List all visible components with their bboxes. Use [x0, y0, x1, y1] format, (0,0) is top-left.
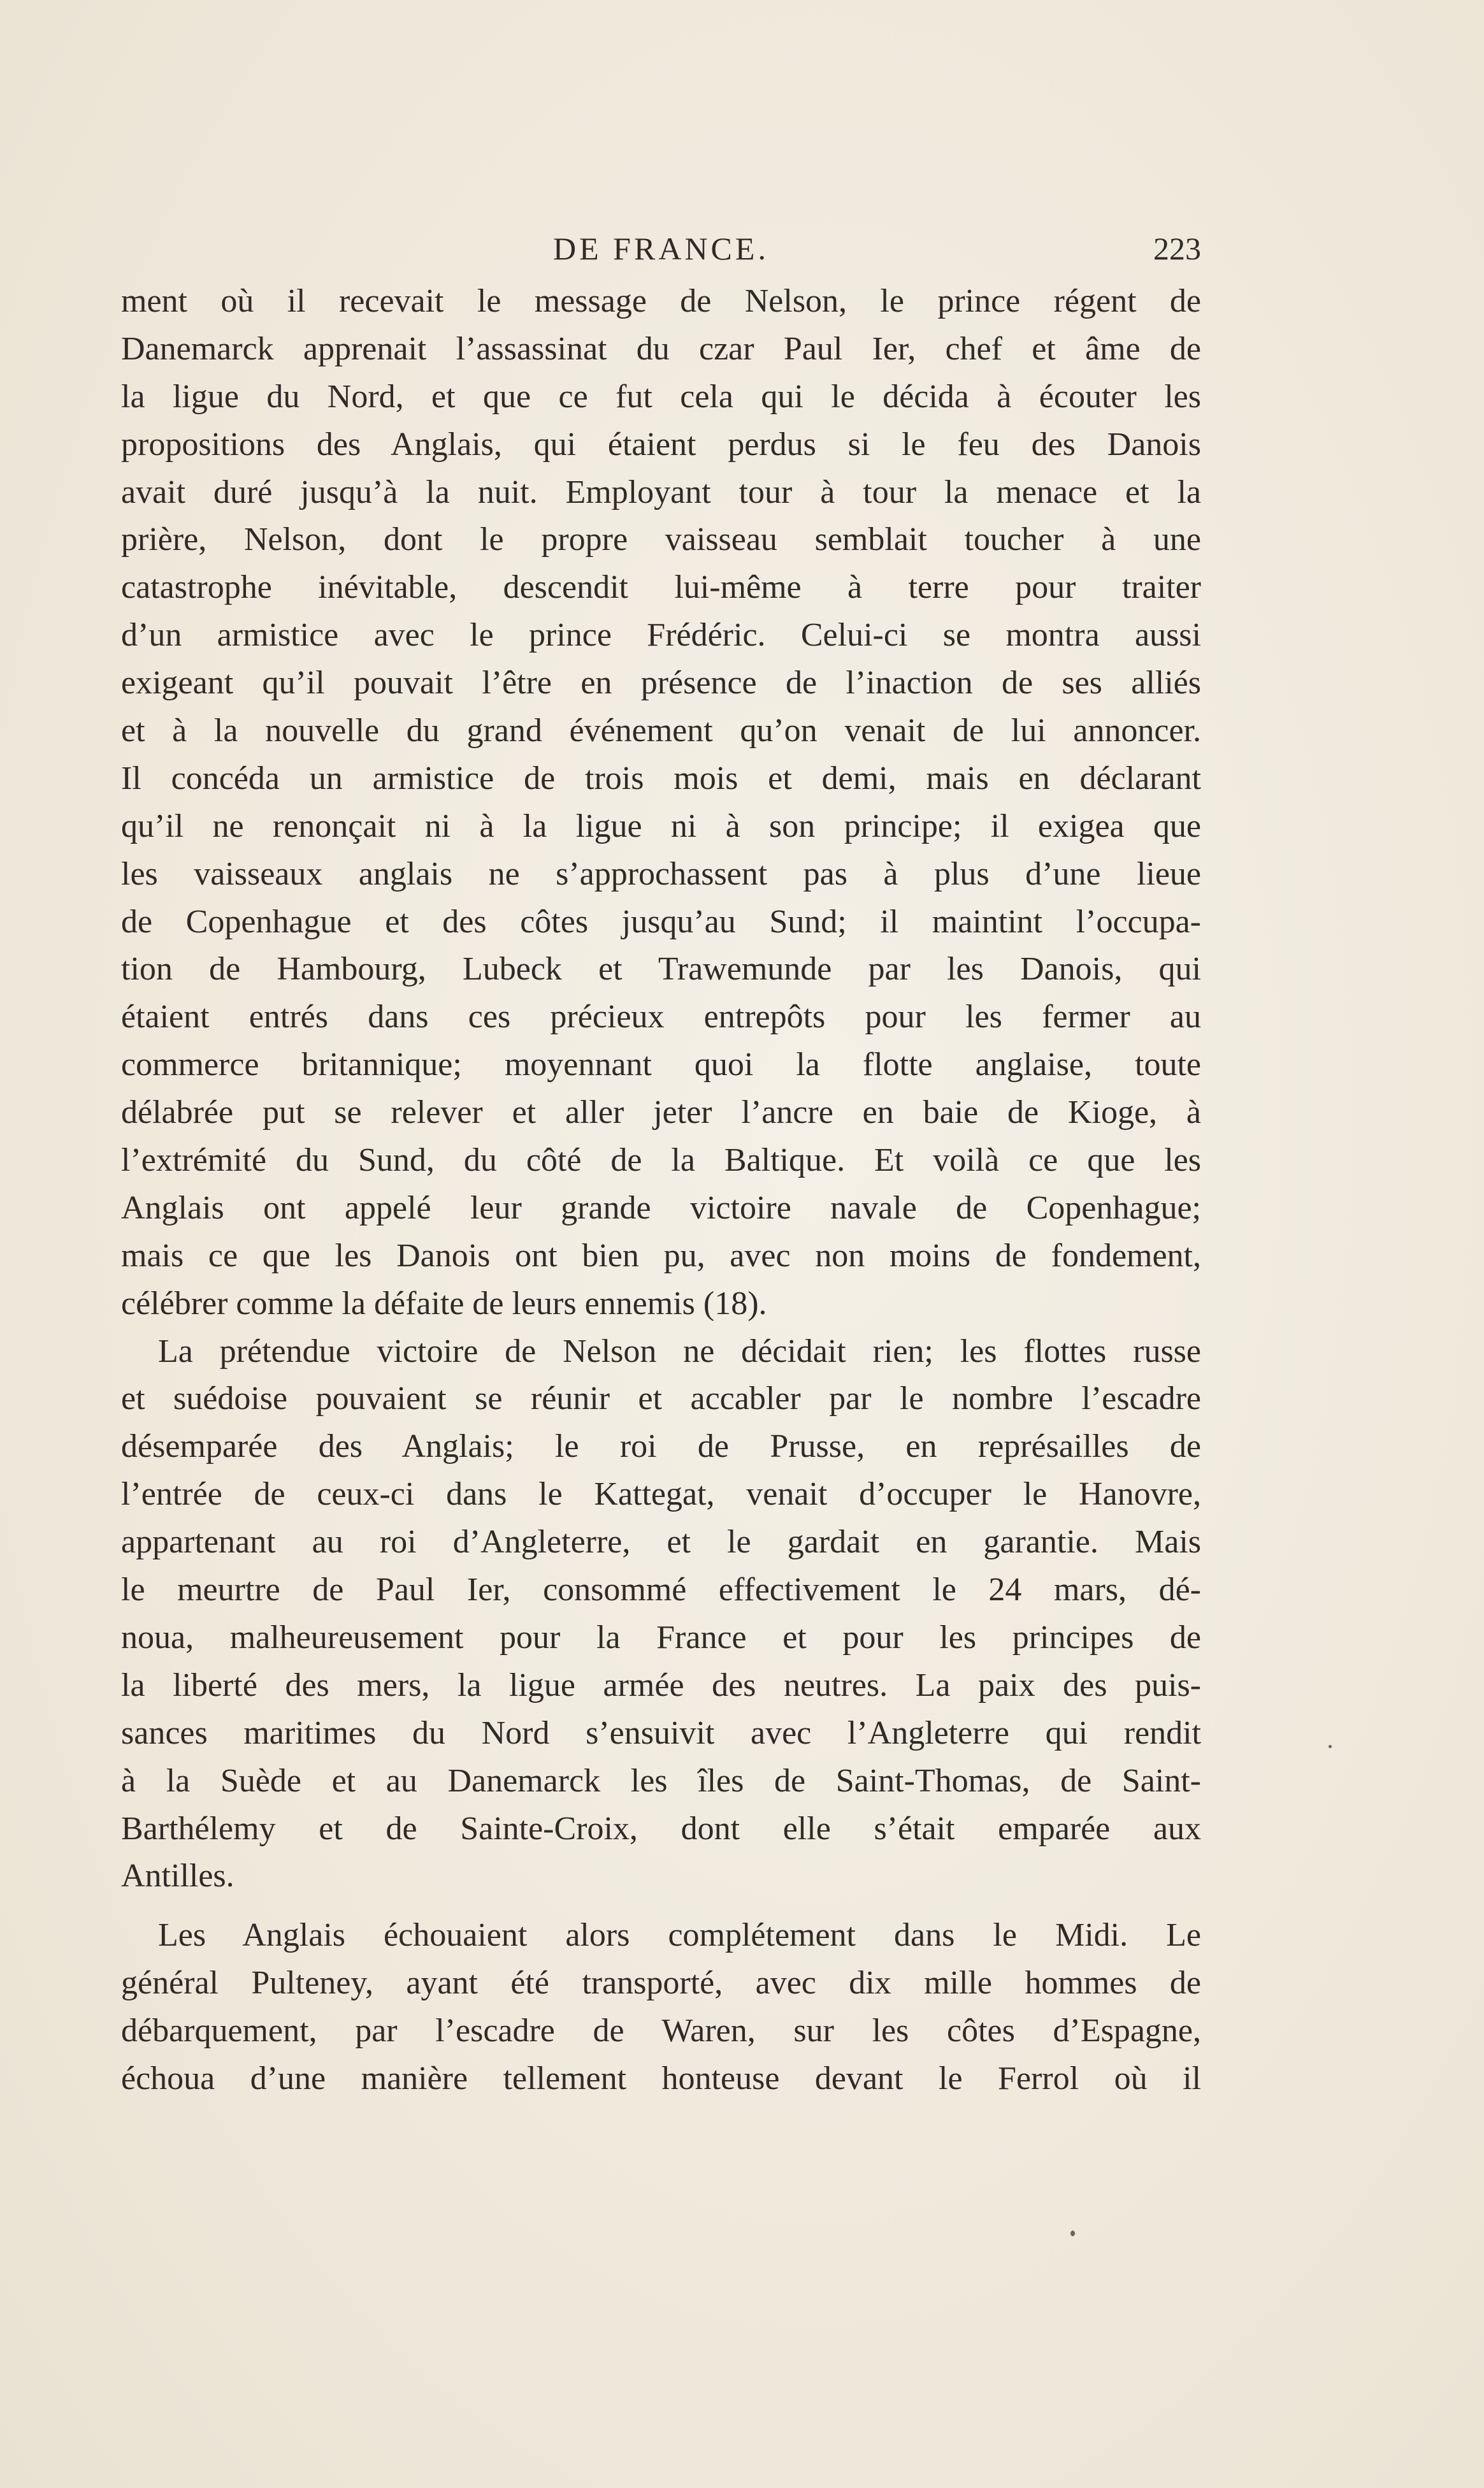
- text-line: les vaisseaux anglais ne s’approchassent pas à plus d’une lieue: [121, 855, 1201, 892]
- text-line: débarquement, par l’escadre de Waren, sur les côtes d’Espagne,: [121, 2013, 1201, 2050]
- text-line: de Copenhague et des côtes jusqu’au Sund; il maintint l’occupa-: [121, 903, 1201, 940]
- text-line: Barthélemy et de Sainte-Croix, dont elle s’était emparée aux: [121, 1810, 1201, 1847]
- body-text: [121, 278, 1201, 2103]
- text-line: désemparée des Anglais; le roi de Prusse, en représailles de: [121, 1428, 1201, 1465]
- paragraph-start-line: La prétendue victoire de Nelson ne décidait rien; les flottes russe: [158, 1333, 1201, 1370]
- text-line: noua, malheureusement pour la France et pour les principes de: [121, 1619, 1201, 1656]
- text-line: appartenant au roi d’Angleterre, et le gardait en garantie. Mais: [121, 1524, 1201, 1561]
- paragraph-end-line: Antilles.: [121, 1858, 234, 1895]
- text-line: Il concéda un armistice de trois mois et demi, mais en déclarant: [121, 760, 1201, 797]
- paragraph-end-line: célébrer comme la défaite de leurs ennemis (18).: [121, 1285, 767, 1322]
- speck-mark: [1329, 1745, 1332, 1748]
- text-line: mais ce que les Danois ont bien pu, avec non moins de fondement,: [121, 1237, 1201, 1274]
- text-line: sances maritimes du Nord s’ensuivit avec l’Angleterre qui rendit: [121, 1714, 1201, 1751]
- text-line: propositions des Anglais, qui étaient perdus si le feu des Danois: [121, 426, 1201, 463]
- text-line: délabrée put se relever et aller jeter l’ancre en baie de Kioge, à: [121, 1094, 1201, 1131]
- text-line: Danemarck apprenait l’assassinat du czar Paul Ier, chef et âme de: [121, 330, 1201, 367]
- text-line: commerce britannique; moyennant quoi la flotte anglaise, toute: [121, 1046, 1201, 1083]
- text-line: échoua d’une manière tellement honteuse devant le Ferrol où il: [121, 2060, 1201, 2097]
- text-line: et suédoise pouvaient se réunir et accabler par le nombre l’escadre: [121, 1380, 1201, 1417]
- text-line: qu’il ne renonçait ni à la ligue ni à son principe; il exigea que: [121, 807, 1201, 844]
- paragraph-start-line: Les Anglais échouaient alors complétement dans le Midi. Le: [158, 1917, 1201, 1954]
- text-line: la ligue du Nord, et que ce fut cela qui le décida à écouter les: [121, 378, 1201, 415]
- text-line: à la Suède et au Danemarck les îles de Saint-Thomas, de Saint-: [121, 1762, 1201, 1799]
- text-line: et à la nouvelle du grand événement qu’on venait de lui annoncer.: [121, 712, 1201, 749]
- speck-mark: [1070, 2231, 1075, 2236]
- text-line: avait duré jusqu’à la nuit. Employant tour à tour la menace et la: [121, 474, 1201, 510]
- running-head: DE FRANCE.: [553, 231, 769, 266]
- text-line: le meurtre de Paul Ier, consommé effectivement le 24 mars, dé-: [121, 1572, 1201, 1609]
- text-line: prière, Nelson, dont le propre vaisseau semblait toucher à une: [121, 521, 1201, 558]
- text-line: d’un armistice avec le prince Frédéric. Celui-ci se montra aussi: [121, 617, 1201, 654]
- text-line: tion de Hambourg, Lubeck et Trawemunde par les Danois, qui: [121, 951, 1201, 988]
- text-line: l’extrémité du Sund, du côté de la Baltique. Et voilà ce que les: [121, 1142, 1201, 1179]
- page-header: [121, 226, 1201, 271]
- text-line: exigeant qu’il pouvait l’être en présence de l’inaction de ses alliés: [121, 665, 1201, 702]
- text-line: la liberté des mers, la ligue armée des neutres. La paix des puis-: [121, 1667, 1201, 1703]
- text-line: Anglais ont appelé leur grande victoire navale de Copenhague;: [121, 1189, 1201, 1226]
- page-number: 223: [1153, 231, 1201, 266]
- text-line: catastrophe inévitable, descendit lui-même à terre pour traiter: [121, 569, 1201, 606]
- text-line: l’entrée de ceux-ci dans le Kattegat, venait d’occuper le Hanovre,: [121, 1476, 1201, 1513]
- text-line: étaient entrés dans ces précieux entrepôts pour les fermer au: [121, 999, 1201, 1036]
- text-line: ment où il recevait le message de Nelson, le prince régent de: [121, 283, 1201, 319]
- text-line: général Pulteney, ayant été transporté, avec dix mille hommes de: [121, 1965, 1201, 2002]
